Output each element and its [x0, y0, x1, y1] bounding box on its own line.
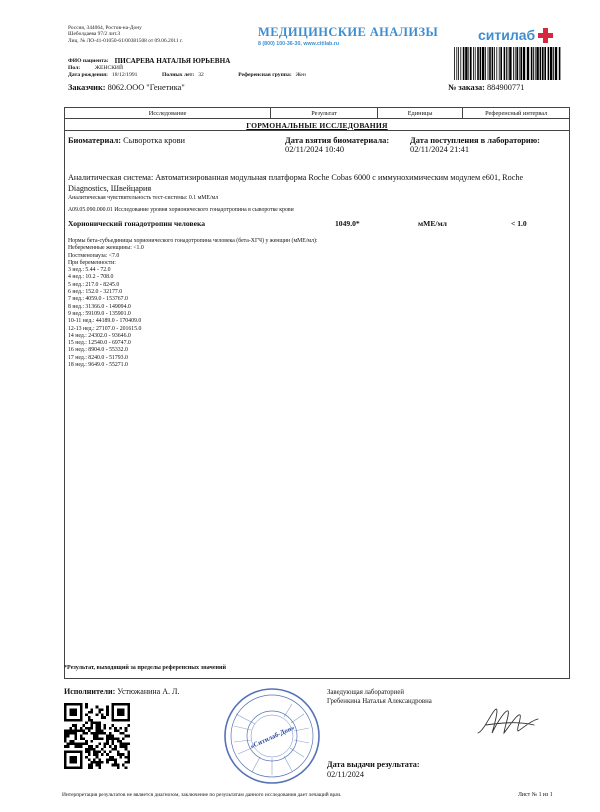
test-units: мМЕ/мл: [418, 219, 447, 228]
norm-line: 15 нед.: 12540.0 - 69747.0: [68, 340, 131, 347]
col-header-study: Исследование: [65, 108, 271, 118]
sample-taken: [285, 136, 389, 154]
barcode: [452, 47, 562, 80]
executors: [64, 687, 179, 696]
patient-dob: 18/12/1991: [111, 72, 138, 79]
issue-date-label: Дата выдачи результата:: [327, 760, 420, 769]
sample-received: [410, 136, 540, 154]
patient-name-row: [68, 58, 448, 65]
patient-age: 32: [198, 72, 204, 79]
signature: [474, 703, 542, 741]
sheet-number: Лист № 1 из 1: [518, 792, 553, 798]
patient-name-label: ФИО пациента:: [68, 58, 109, 64]
test-result: 1049.0*: [335, 219, 360, 228]
service-code: А09.05.090.000.01 Исследование уровня хорионического гонадотропина в сыворотке крови: [68, 207, 294, 213]
lab-address: [68, 25, 183, 44]
customer-value: 8062.ООО "Генетика": [107, 83, 185, 92]
results-table-frame: [64, 119, 570, 679]
norm-line: 5 нед.: 217.0 - 8245.0: [68, 281, 120, 288]
executors-value: Устюжанина А. Л.: [117, 687, 180, 696]
section-divider: [64, 130, 570, 131]
ref-group-label: Референсная группа:: [238, 72, 292, 79]
section-title: ГОРМОНАЛЬНЫЕ ИССЛЕДОВАНИЯ: [246, 121, 388, 130]
sample-received-value: 02/11/2024 21:41: [410, 145, 470, 154]
disclaimer: Интерпретация результатов не является диагнозом, заключение по результатам данного исследования дает лечащий врач.: [62, 792, 342, 798]
norm-line: 6 нед.: 152.0 - 32177.0: [68, 289, 123, 296]
ref-group: Жен: [295, 72, 306, 79]
norm-line: 18 нед.: 9649.0 - 55271.0: [68, 362, 128, 369]
customer-label: Заказчик:: [68, 83, 106, 92]
lab-head-name: Гребенкина Наталья Александровна: [327, 697, 432, 705]
address-line: Россия, 344064, Ростов-на-Дону: [68, 25, 142, 31]
biomaterial-value: Сыворотка крови: [123, 136, 186, 145]
license-line: Лиц. № ЛО-41-01050-61/00381508 от 09.06.2011 г.: [68, 37, 183, 44]
patient-dob-row: [68, 72, 448, 79]
norm-line: Небеременные женщины: <1.0: [68, 245, 144, 252]
patient-sex: ЖЕНСКИЙ: [95, 65, 124, 72]
biomaterial-label: Биоматериал:: [68, 136, 122, 145]
qr-code: [64, 703, 130, 769]
issue-date: [327, 760, 420, 780]
norm-line: 4 нед.: 10.2 - 708.0: [68, 274, 114, 281]
norm-line: 9 нед.: 59109.0 - 135901.0: [68, 310, 131, 317]
norm-line: 17 нед.: 8240.0 - 51793.0: [68, 354, 128, 361]
out-of-range-footnote: *Результат, выходящий за пределы референсных значений: [64, 665, 227, 671]
patient-dob-label: Дата рождения:: [68, 72, 108, 79]
order-label: № заказа:: [448, 83, 485, 92]
test-name: Хорионический гонадотропин человека: [68, 219, 206, 228]
patient-info: [68, 58, 448, 80]
order-value: 884900771: [487, 83, 525, 92]
norm-line: Нормы бета-субъединицы хорионического гонадотропина человека (бета-ХГЧ) у женщин (мМЕ/мл):: [68, 238, 318, 244]
patient-name: ПИСАРЕВА НАТАЛЬЯ ЮРЬЕВНА: [114, 57, 231, 65]
order-number: [448, 83, 524, 92]
norm-line: 14 нед.: 24302.0 - 93646.0: [68, 332, 131, 339]
stamp-center-text: «Ситилаб-Дон»: [249, 724, 296, 751]
norm-line: Постменопауза: <7.0: [68, 252, 120, 259]
customer: [68, 83, 185, 92]
norm-line: 8 нед.: 31366.0 - 149094.0: [68, 303, 131, 310]
logo-text: ситилаб: [478, 27, 536, 43]
norm-line: 7 нед.: 4059.0 - 153767.0: [68, 296, 128, 303]
norm-line: 10-11 нед.: 44189.0 - 170409.0: [68, 318, 142, 325]
norm-line: При беременности:: [68, 259, 116, 266]
citilab-logo: [478, 27, 553, 43]
executors-label: Исполнители:: [64, 687, 116, 696]
col-header-result: Результат: [271, 108, 378, 118]
norm-line: 12-13 нед.: 27107.0 - 201615.0: [68, 325, 142, 332]
lab-head: [327, 689, 432, 706]
col-header-reference: Референсный интервал: [485, 109, 548, 117]
sample-received-label: Дата поступления в лабораторию:: [410, 136, 540, 145]
issue-date-value: 02/11/2024: [327, 770, 364, 779]
biomaterial: [68, 136, 185, 145]
reference-norms: [68, 238, 318, 369]
lab-head-title: Заведующая лабораторией: [327, 689, 405, 696]
analytical-sensitivity: Аналитическая чувствительность тест-системы: 0.1 мМЕ/мл: [68, 195, 219, 201]
lab-stamp: [222, 686, 322, 786]
lab-contacts: 8 (800) 100-36-30, www.citilab.ru: [258, 41, 340, 47]
col-header-units: Единицы: [378, 108, 464, 118]
document-title: МЕДИЦИНСКИЕ АНАЛИЗЫ: [258, 25, 439, 39]
sample-taken-value: 02/11/2024 10:40: [285, 145, 345, 154]
norm-line: 16 нед.: 8904.0 - 55332.0: [68, 347, 128, 354]
sample-taken-label: Дата взятия биоматериала:: [285, 136, 390, 145]
results-table-header: [64, 107, 570, 119]
patient-sex-label: Пол:: [68, 65, 81, 72]
address-line: Шеболдаева 97/2 лит.З: [68, 31, 121, 38]
patient-age-label: Полных лет:: [161, 72, 195, 79]
analytical-system: Аналитическая система: Автоматизированная модульная платформа Roche Cobas 6000 с иммунохимическим модулем е601, Roche Diagnostics, Швейцария: [68, 173, 524, 193]
cross-icon: [538, 28, 553, 43]
norm-line: 3 нед.: 5.44 - 72.0: [68, 267, 111, 274]
test-reference: < 1.0: [511, 219, 527, 228]
